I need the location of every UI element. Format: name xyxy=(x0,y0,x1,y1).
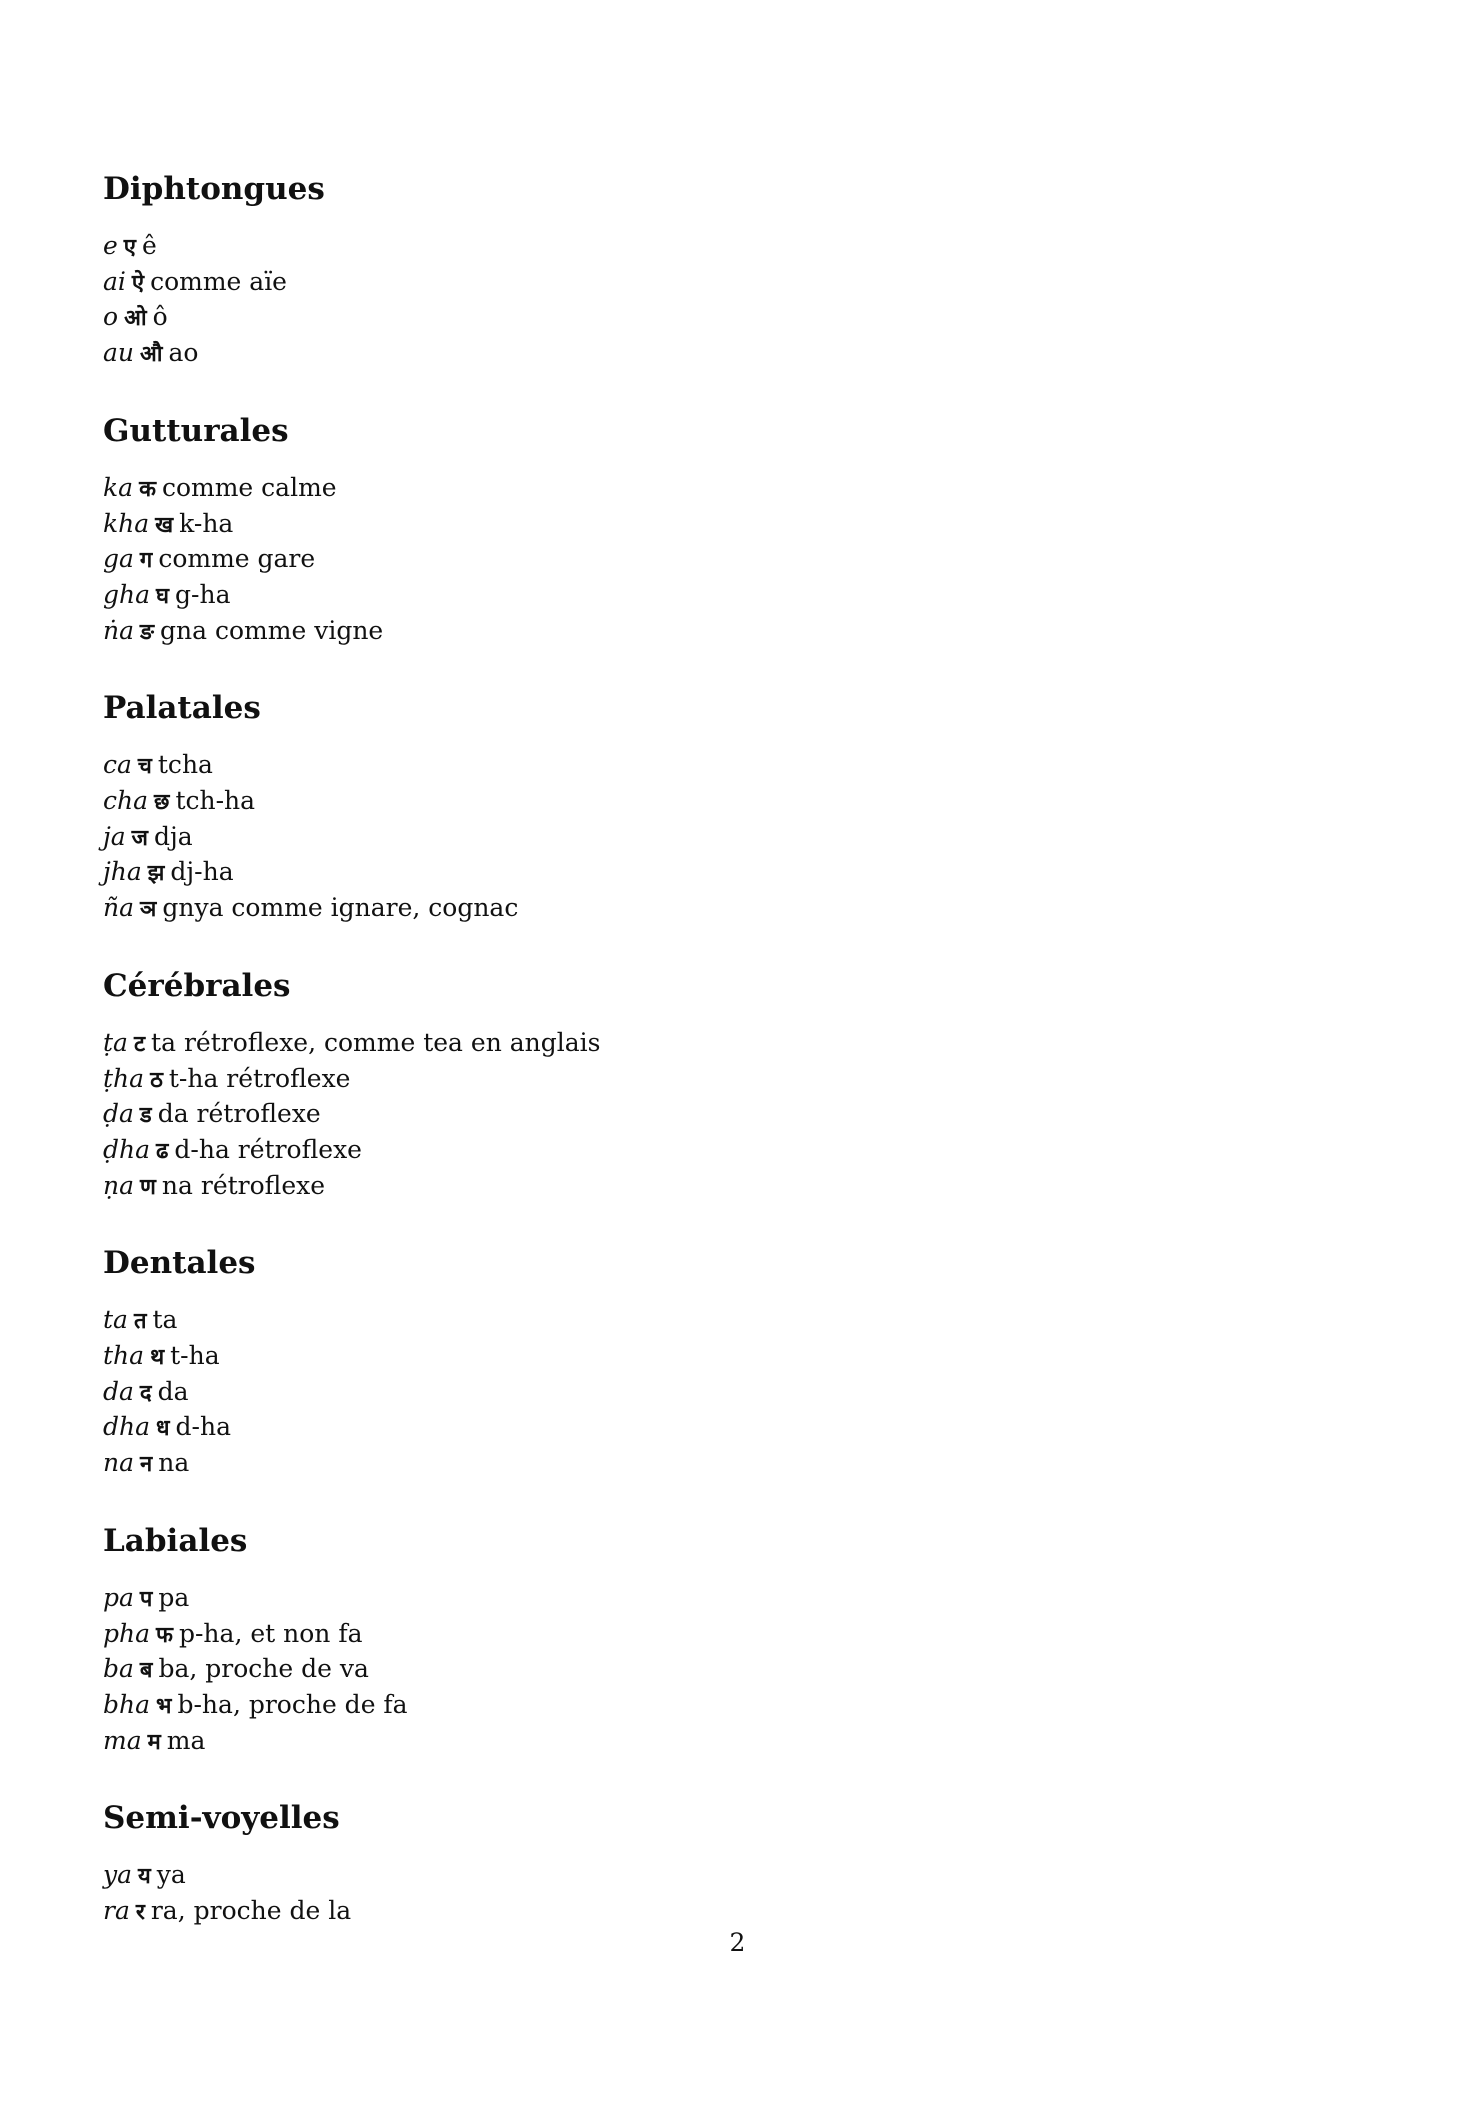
devanagari-letter: म xyxy=(147,1729,161,1755)
pronunciation: comme aïe xyxy=(150,266,287,296)
entry-da xyxy=(103,1375,1303,1411)
transliteration: ḍa xyxy=(103,1099,134,1129)
pronunciation: comme calme xyxy=(161,472,337,502)
entry-cha xyxy=(103,784,1303,820)
section-dentales xyxy=(103,1244,1303,1482)
pronunciation: ta rétroflexe, comme tea en anglais xyxy=(151,1027,601,1057)
devanagari-letter: ध xyxy=(156,1416,170,1442)
entry-bha xyxy=(103,1688,1303,1724)
transliteration: ka xyxy=(103,472,134,502)
entry-dha xyxy=(103,1410,1303,1446)
transliteration: na xyxy=(103,1448,135,1478)
pronunciation: na rétroflexe xyxy=(161,1170,326,1200)
transliteration: ga xyxy=(103,544,134,574)
pronunciation: b-ha, proche de fa xyxy=(177,1689,408,1719)
devanagari-letter: औ xyxy=(140,342,163,368)
devanagari-letter: घ xyxy=(156,583,170,609)
page-number: 2 xyxy=(729,1928,746,1957)
entry-nga xyxy=(103,614,1303,650)
pronunciation: k-ha xyxy=(179,508,234,538)
pronunciation: gnya comme ignare, cognac xyxy=(162,893,519,923)
section-title: Palatales xyxy=(103,690,261,727)
transliteration: au xyxy=(103,338,135,368)
section-title: Labiales xyxy=(103,1522,248,1559)
devanagari-letter: न xyxy=(140,1452,153,1478)
pronunciation: ao xyxy=(168,338,199,368)
document-page xyxy=(103,170,1303,1970)
devanagari-letter: त xyxy=(133,1309,147,1335)
devanagari-letter: ढ xyxy=(156,1138,169,1164)
pronunciation: ya xyxy=(156,1860,186,1890)
pronunciation: d-ha xyxy=(175,1412,232,1442)
transliteration: bha xyxy=(103,1689,151,1719)
devanagari-letter: झ xyxy=(147,861,165,887)
devanagari-letter: ड xyxy=(139,1103,152,1129)
devanagari-letter: ट xyxy=(133,1031,146,1057)
devanagari-letter: प xyxy=(139,1586,153,1612)
entry-na xyxy=(103,1446,1303,1482)
pronunciation: ma xyxy=(166,1725,206,1755)
entry-ta xyxy=(103,1303,1303,1339)
transliteration: ya xyxy=(103,1860,133,1890)
transliteration: ca xyxy=(103,750,132,780)
transliteration: ḍha xyxy=(103,1134,151,1164)
devanagari-letter: द xyxy=(139,1380,152,1406)
pronunciation: tcha xyxy=(157,750,213,780)
transliteration: ṭa xyxy=(103,1027,128,1057)
pronunciation: d-ha rétroflexe xyxy=(174,1134,362,1164)
entry-tta xyxy=(103,1026,1303,1062)
entry-pa xyxy=(103,1581,1303,1617)
entry-ca xyxy=(103,748,1303,784)
pronunciation: dja xyxy=(153,821,193,851)
transliteration: dha xyxy=(103,1412,151,1442)
entry-ga xyxy=(103,542,1303,578)
transliteration: ra xyxy=(103,1896,130,1926)
transliteration: ta xyxy=(103,1305,128,1335)
section-title: Cérébrales xyxy=(103,967,291,1004)
transliteration: ṇa xyxy=(103,1170,135,1200)
pronunciation: pa xyxy=(158,1582,190,1612)
section-cerebrales xyxy=(103,967,1303,1205)
section-diphtongues xyxy=(103,170,1303,372)
devanagari-letter: र xyxy=(135,1900,145,1926)
pronunciation: ê xyxy=(141,231,157,260)
transliteration: ja xyxy=(103,821,126,851)
devanagari-letter: ग xyxy=(139,548,153,574)
pronunciation: g-ha xyxy=(175,579,231,609)
entry-ya xyxy=(103,1858,1303,1894)
pronunciation: ta xyxy=(152,1305,178,1335)
pronunciation: da rétroflexe xyxy=(157,1099,321,1129)
transliteration: cha xyxy=(103,786,149,816)
devanagari-letter: भ xyxy=(156,1693,172,1719)
pronunciation: gna comme vigne xyxy=(160,615,384,645)
pronunciation: comme gare xyxy=(158,544,316,574)
entry-au xyxy=(103,336,1303,372)
entry-kha xyxy=(103,507,1303,543)
entry-jha xyxy=(103,855,1303,891)
entry-tha xyxy=(103,1339,1303,1375)
devanagari-letter: ज xyxy=(131,825,148,851)
devanagari-letter: ब xyxy=(139,1658,153,1684)
transliteration: tha xyxy=(103,1341,145,1371)
pronunciation: t-ha xyxy=(170,1341,220,1371)
pronunciation: da xyxy=(157,1376,189,1406)
entry-ra xyxy=(103,1894,1303,1930)
devanagari-letter: च xyxy=(137,754,152,780)
section-semi-voyelles xyxy=(103,1799,1303,1929)
devanagari-letter: य xyxy=(138,1864,151,1890)
pronunciation: na xyxy=(158,1448,190,1478)
transliteration: gha xyxy=(103,579,151,609)
transliteration: pha xyxy=(103,1618,151,1648)
devanagari-letter: फ xyxy=(156,1622,173,1648)
pronunciation: tch-ha xyxy=(175,786,256,816)
pronunciation: dj-ha xyxy=(170,857,234,887)
transliteration: da xyxy=(103,1376,134,1406)
transliteration: ai xyxy=(103,266,126,296)
entry-o xyxy=(103,300,1303,336)
transliteration: ma xyxy=(103,1725,142,1755)
transliteration: ṭha xyxy=(103,1063,145,1093)
entry-nna xyxy=(103,1169,1303,1205)
pronunciation: p-ha, et non fa xyxy=(178,1618,363,1648)
section-title: Diphtongues xyxy=(103,171,325,207)
section-gutturales xyxy=(103,412,1303,650)
pronunciation: ba, proche de va xyxy=(158,1654,369,1684)
devanagari-letter: छ xyxy=(154,790,170,816)
transliteration: ba xyxy=(103,1654,134,1684)
entry-ma xyxy=(103,1724,1303,1760)
entry-ka xyxy=(103,471,1303,507)
entry-dda xyxy=(103,1097,1303,1133)
devanagari-letter: ऐ xyxy=(131,270,145,296)
transliteration: o xyxy=(103,302,119,332)
entry-pha xyxy=(103,1617,1303,1653)
section-labiales xyxy=(103,1522,1303,1760)
transliteration: ña xyxy=(103,893,135,923)
transliteration: e xyxy=(103,231,118,260)
devanagari-letter: ठ xyxy=(150,1067,163,1093)
devanagari-letter: ओ xyxy=(124,306,147,332)
entry-nya xyxy=(103,891,1303,927)
transliteration: jha xyxy=(103,857,142,887)
entry-ttha xyxy=(103,1062,1303,1098)
devanagari-letter: ण xyxy=(140,1174,156,1200)
devanagari-letter: ख xyxy=(155,512,174,538)
section-title: Gutturales xyxy=(103,412,289,449)
devanagari-letter: ञ xyxy=(140,897,157,923)
pronunciation: t-ha rétroflexe xyxy=(168,1063,351,1093)
entry-gha xyxy=(103,578,1303,614)
devanagari-letter: क xyxy=(139,476,156,502)
transliteration: kha xyxy=(103,508,150,538)
entry-ai xyxy=(103,265,1303,301)
section-title: Dentales xyxy=(103,1245,256,1282)
devanagari-letter: ङ xyxy=(140,619,155,645)
pronunciation: ô xyxy=(152,302,168,332)
section-palatales xyxy=(103,689,1303,927)
transliteration: pa xyxy=(103,1582,134,1612)
devanagari-letter: थ xyxy=(150,1345,165,1371)
entry-ja xyxy=(103,820,1303,856)
section-title: Semi-voyelles xyxy=(103,1800,340,1837)
pronunciation: ra, proche de la xyxy=(150,1896,352,1926)
entry-ba xyxy=(103,1652,1303,1688)
entry-e xyxy=(103,229,1303,265)
entry-ddha xyxy=(103,1133,1303,1169)
devanagari-letter: ए xyxy=(123,235,136,260)
transliteration: ṅa xyxy=(103,615,135,645)
